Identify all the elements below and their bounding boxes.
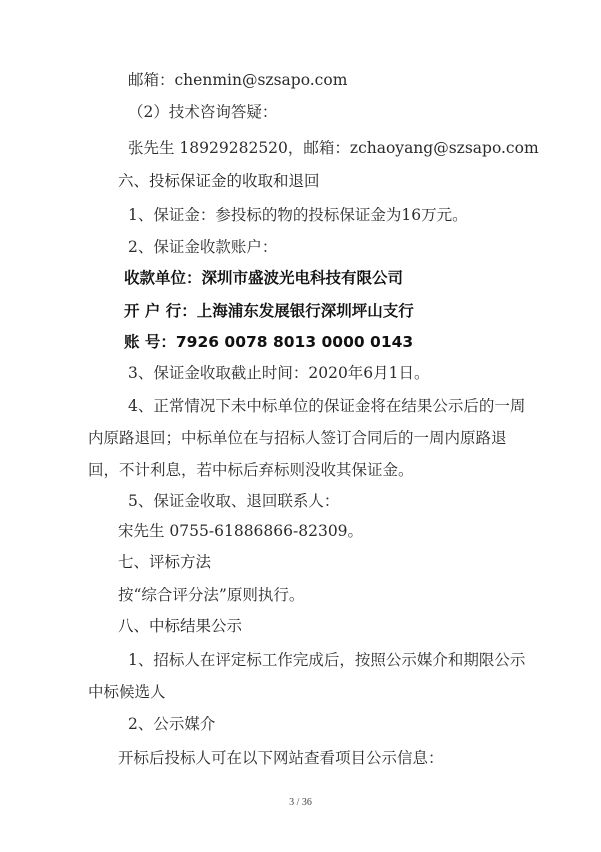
- text-line-media: 2、公示媒介: [128, 715, 216, 733]
- text-line-publicity-1: 1、招标人在评定标工作完成后，按照公示媒介和期限公示: [128, 651, 526, 669]
- text-line-deposit-amount: 1、保证金：参投标的物的投标保证金为16万元。: [128, 206, 468, 224]
- section-heading-8: 八、中标结果公示: [118, 617, 243, 635]
- text-line-method: 按“综合评分法”原则执行。: [118, 586, 305, 604]
- text-line-website: 开标后投标人可在以下网站查看项目公示信息：: [118, 749, 444, 767]
- text-line-refund-3: 回，不计利息，若中标后弃标则没收其保证金。: [88, 461, 414, 479]
- text-line-contact-song: 宋先生 0755-61886866-82309。: [118, 522, 364, 540]
- text-line-email-chenmin: 邮箱：chenmin@szsapo.com: [128, 71, 348, 89]
- text-line-publicity-2: 中标候选人: [88, 683, 166, 701]
- text-line-deadline: 3、保证金收取截止时间：2020年6月1日。: [128, 364, 430, 382]
- text-line-account-number: 账 号：7926 0078 8013 0000 0143: [124, 333, 414, 351]
- text-line-payee: 收款单位：深圳市盛波光电科技有限公司: [124, 269, 404, 287]
- text-line-deposit-account: 2、保证金收款账户：: [128, 238, 278, 256]
- text-line-contact-zhang: 张先生 18929282520，邮箱：zchaoyang@szsapo.com: [128, 139, 539, 157]
- section-heading-7: 七、评标方法: [118, 553, 212, 571]
- text-line-bank: 开 户 行：上海浦东发展银行深圳坪山支行: [124, 302, 414, 320]
- text-line-tech-consult: （2）技术咨询答疑：: [128, 103, 278, 121]
- text-line-refund-1: 4、正常情况下未中标单位的保证金将在结果公示后的一周: [128, 397, 526, 415]
- page-number: 3 / 36: [289, 797, 312, 808]
- section-heading-6: 六、投标保证金的收取和退回: [118, 172, 320, 190]
- text-line-refund-2: 内原路退回；中标单位在与招标人签订合同后的一周内原路退: [88, 429, 507, 447]
- text-line-refund-contact: 5、保证金收取、退回联系人：: [128, 492, 340, 510]
